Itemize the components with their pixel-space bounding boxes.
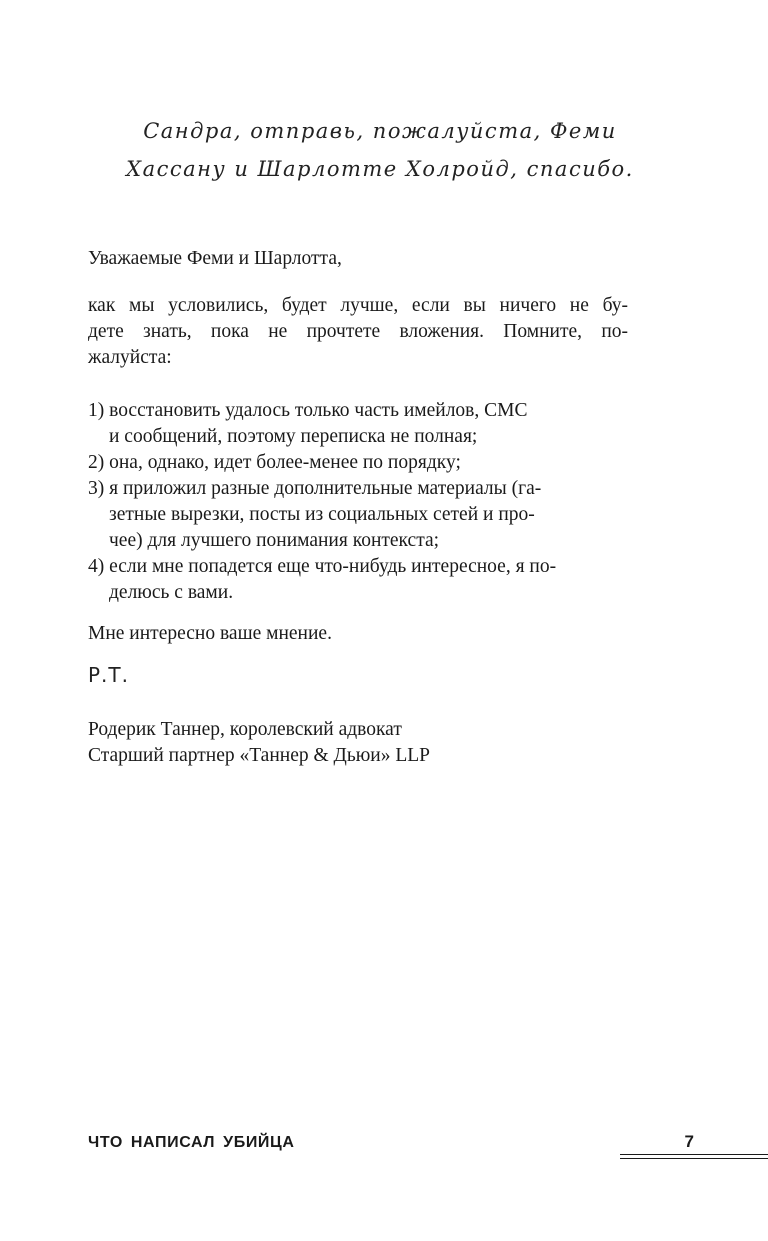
list-marker: 2) xyxy=(88,452,105,473)
signature-name: Родерик Таннер, королевский адвокат xyxy=(88,719,402,740)
list-marker: 3) xyxy=(88,478,105,499)
list-item xyxy=(88,476,628,554)
handwritten-note-line-2: Хассану и Шарлотте Холройд, спасибо. xyxy=(126,157,634,181)
letter-intro xyxy=(88,293,628,371)
list-line: я приложил разные дополнительные материалы (га- xyxy=(109,478,542,499)
list-line: она, однако, идет более-менее по порядку; xyxy=(109,452,461,473)
page-number: 7 xyxy=(684,1132,694,1151)
letter-list xyxy=(88,398,628,606)
list-item xyxy=(88,450,628,476)
list-line: делюсь с вами. xyxy=(109,582,234,603)
list-line: зетные вырезки, посты из социальных сетей и про- xyxy=(109,504,535,525)
list-line: и сообщений, поэтому переписка не полная; xyxy=(109,426,478,447)
signature-block xyxy=(88,717,628,769)
intro-line: как мы условились, будет лучше, если вы ничего не бу- xyxy=(88,295,628,316)
intro-line: жалуйста: xyxy=(88,347,172,368)
letter-closing: Мне интересно ваше мнение. xyxy=(88,623,332,644)
intro-line: дете знать, пока не прочтете вложения. Помните, по- xyxy=(88,321,628,342)
list-line: восстановить удалось только часть имейлов, СМС xyxy=(109,400,528,421)
footer-rule xyxy=(620,1158,768,1159)
list-line: чее) для лучшего понимания контекста; xyxy=(109,530,440,551)
running-footer-book-title: ЧТО НАПИСАЛ УБИЙЦА xyxy=(88,1134,295,1151)
footer-rule xyxy=(620,1154,768,1155)
handwritten-initials: Р.Т. xyxy=(88,663,129,687)
handwritten-note xyxy=(100,112,660,188)
list-item xyxy=(88,554,628,606)
signature-title: Старший партнер «Таннер & Дьюи» LLP xyxy=(88,745,431,766)
list-item xyxy=(88,398,628,450)
list-line: если мне попадется еще что-нибудь интересное, я по- xyxy=(109,556,557,577)
list-marker: 1) xyxy=(88,400,105,421)
list-marker: 4) xyxy=(88,556,105,577)
letter-greeting: Уважаемые Феми и Шарлотта, xyxy=(88,248,342,269)
handwritten-note-line-1: Сандра, отправь, пожалуйста, Феми xyxy=(143,119,617,143)
